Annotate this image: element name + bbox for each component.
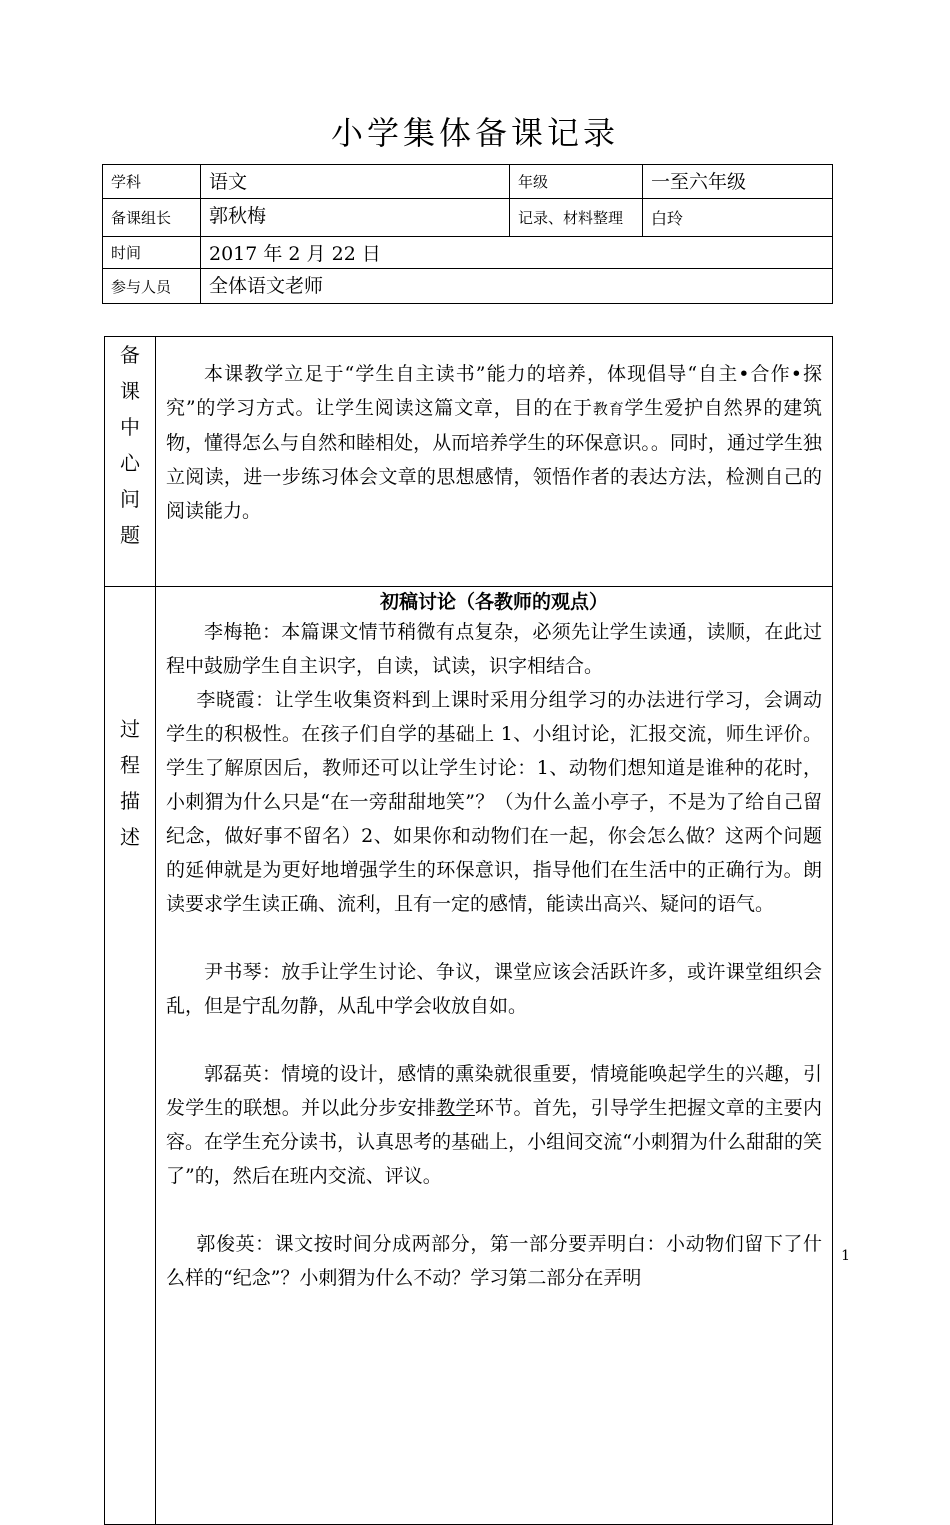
side-char: 程: [120, 753, 140, 777]
center-question-text: [156, 337, 833, 587]
page-number: 1: [841, 1248, 850, 1264]
opinion-li-xiaoxia: 李晓霞：让学生收集资料到上课时采用分组学习的办法进行学习，会调动学生的积极性。在孩子们自学的基础上 1、小组讨论，汇报交流，师生评价。学生了解原因后，教师还可以让学生讨论：1、动物们想知道是谁种的花时，小刺猬为什么只是“在一旁甜甜地笑”？（为什么盖小亭子，不是为了给自己留纪念，做好事不留名）2、如果你和动物们在一起，你会怎么做？这两个问题的延伸就是为更好地增强学生的环保意识，指导他们在生活中的正确行为。朗读要求学生读正确、流利，且有一定的感情，能读出高兴、疑问的语气。: [166, 689, 822, 915]
side-char: 描: [120, 789, 140, 813]
side-char: 述: [120, 825, 140, 849]
center-question-paragraph: 本课教学立足于“学生自主读书”能力的培养，体现倡导“自主•合作•探究”的学习方式。让学生阅读这篇文章，目的在于教育学生爱护自然界的建筑物，懂得怎么与自然和睦相处，从而培养学生的环保意识。。同时，通过学生独立阅读，进一步练习体会文章的思想感情，领悟作者的表达方法，检测自己的阅读能力。: [166, 363, 822, 522]
recorder-label: 记录、材料整理: [510, 199, 643, 237]
subject-label: 学科: [103, 165, 201, 199]
side-char: 课: [120, 379, 140, 403]
opinion-guo-junying: 郭俊英：课文按时间分成两部分，第一部分要弄明白：小动物们留下了什么样的“纪念”？小刺猬为什么不动？学习第二部分在弄明: [166, 1233, 822, 1289]
subject-value: 语文: [201, 165, 510, 199]
process-heading: 初稿讨论（各教师的观点）: [379, 591, 608, 613]
leader-label: 备课组长: [103, 199, 201, 237]
side-char: 备: [120, 343, 140, 367]
side-char: 中: [120, 415, 140, 439]
info-table: [102, 164, 833, 304]
side-label-center-question: [105, 337, 156, 587]
participants-label: 参与人员: [103, 269, 201, 304]
side-char: 心: [120, 451, 140, 475]
recorder-value: 白玲: [643, 199, 833, 237]
process-text: [156, 587, 833, 1525]
opinion-yin-shuqin: 尹书琴：放手让学生讨论、争议，课堂应该会活跃许多，或许课堂组织会乱，但是宁乱勿静，从乱中学会收放自如。: [166, 961, 822, 1017]
grade-value: 一至六年级: [643, 165, 833, 199]
side-label-process: [105, 587, 156, 1525]
page-title: 小学集体备课记录: [330, 114, 619, 152]
opinion-li-meiyan: 李梅艳：本篇课文情节稍微有点复杂，必须先让学生读通，读顺，在此过程中鼓励学生自主识字，自读，试读，识字相结合。: [166, 621, 822, 677]
side-char: 过: [120, 717, 140, 741]
time-label: 时间: [103, 237, 201, 269]
side-char: 题: [120, 523, 140, 547]
side-char: 问: [120, 487, 140, 511]
opinion-guo-leiying: 郭磊英：情境的设计，感情的熏染就很重要，情境能唤起学生的兴趣，引发学生的联想。并以此分步安排教学环节。首先，引导学生把握文章的主要内容。在学生充分读书，认真思考的基础上，小组间交流“小刺猬为什么甜甜的笑了”的，然后在班内交流、评议。: [166, 1063, 822, 1187]
time-value: 2017 年 2 月 22 日: [201, 237, 833, 269]
grade-label: 年级: [510, 165, 643, 199]
leader-value: 郭秋梅: [201, 199, 510, 237]
participants-value: 全体语文老师: [201, 269, 833, 304]
main-table: [104, 336, 833, 1525]
